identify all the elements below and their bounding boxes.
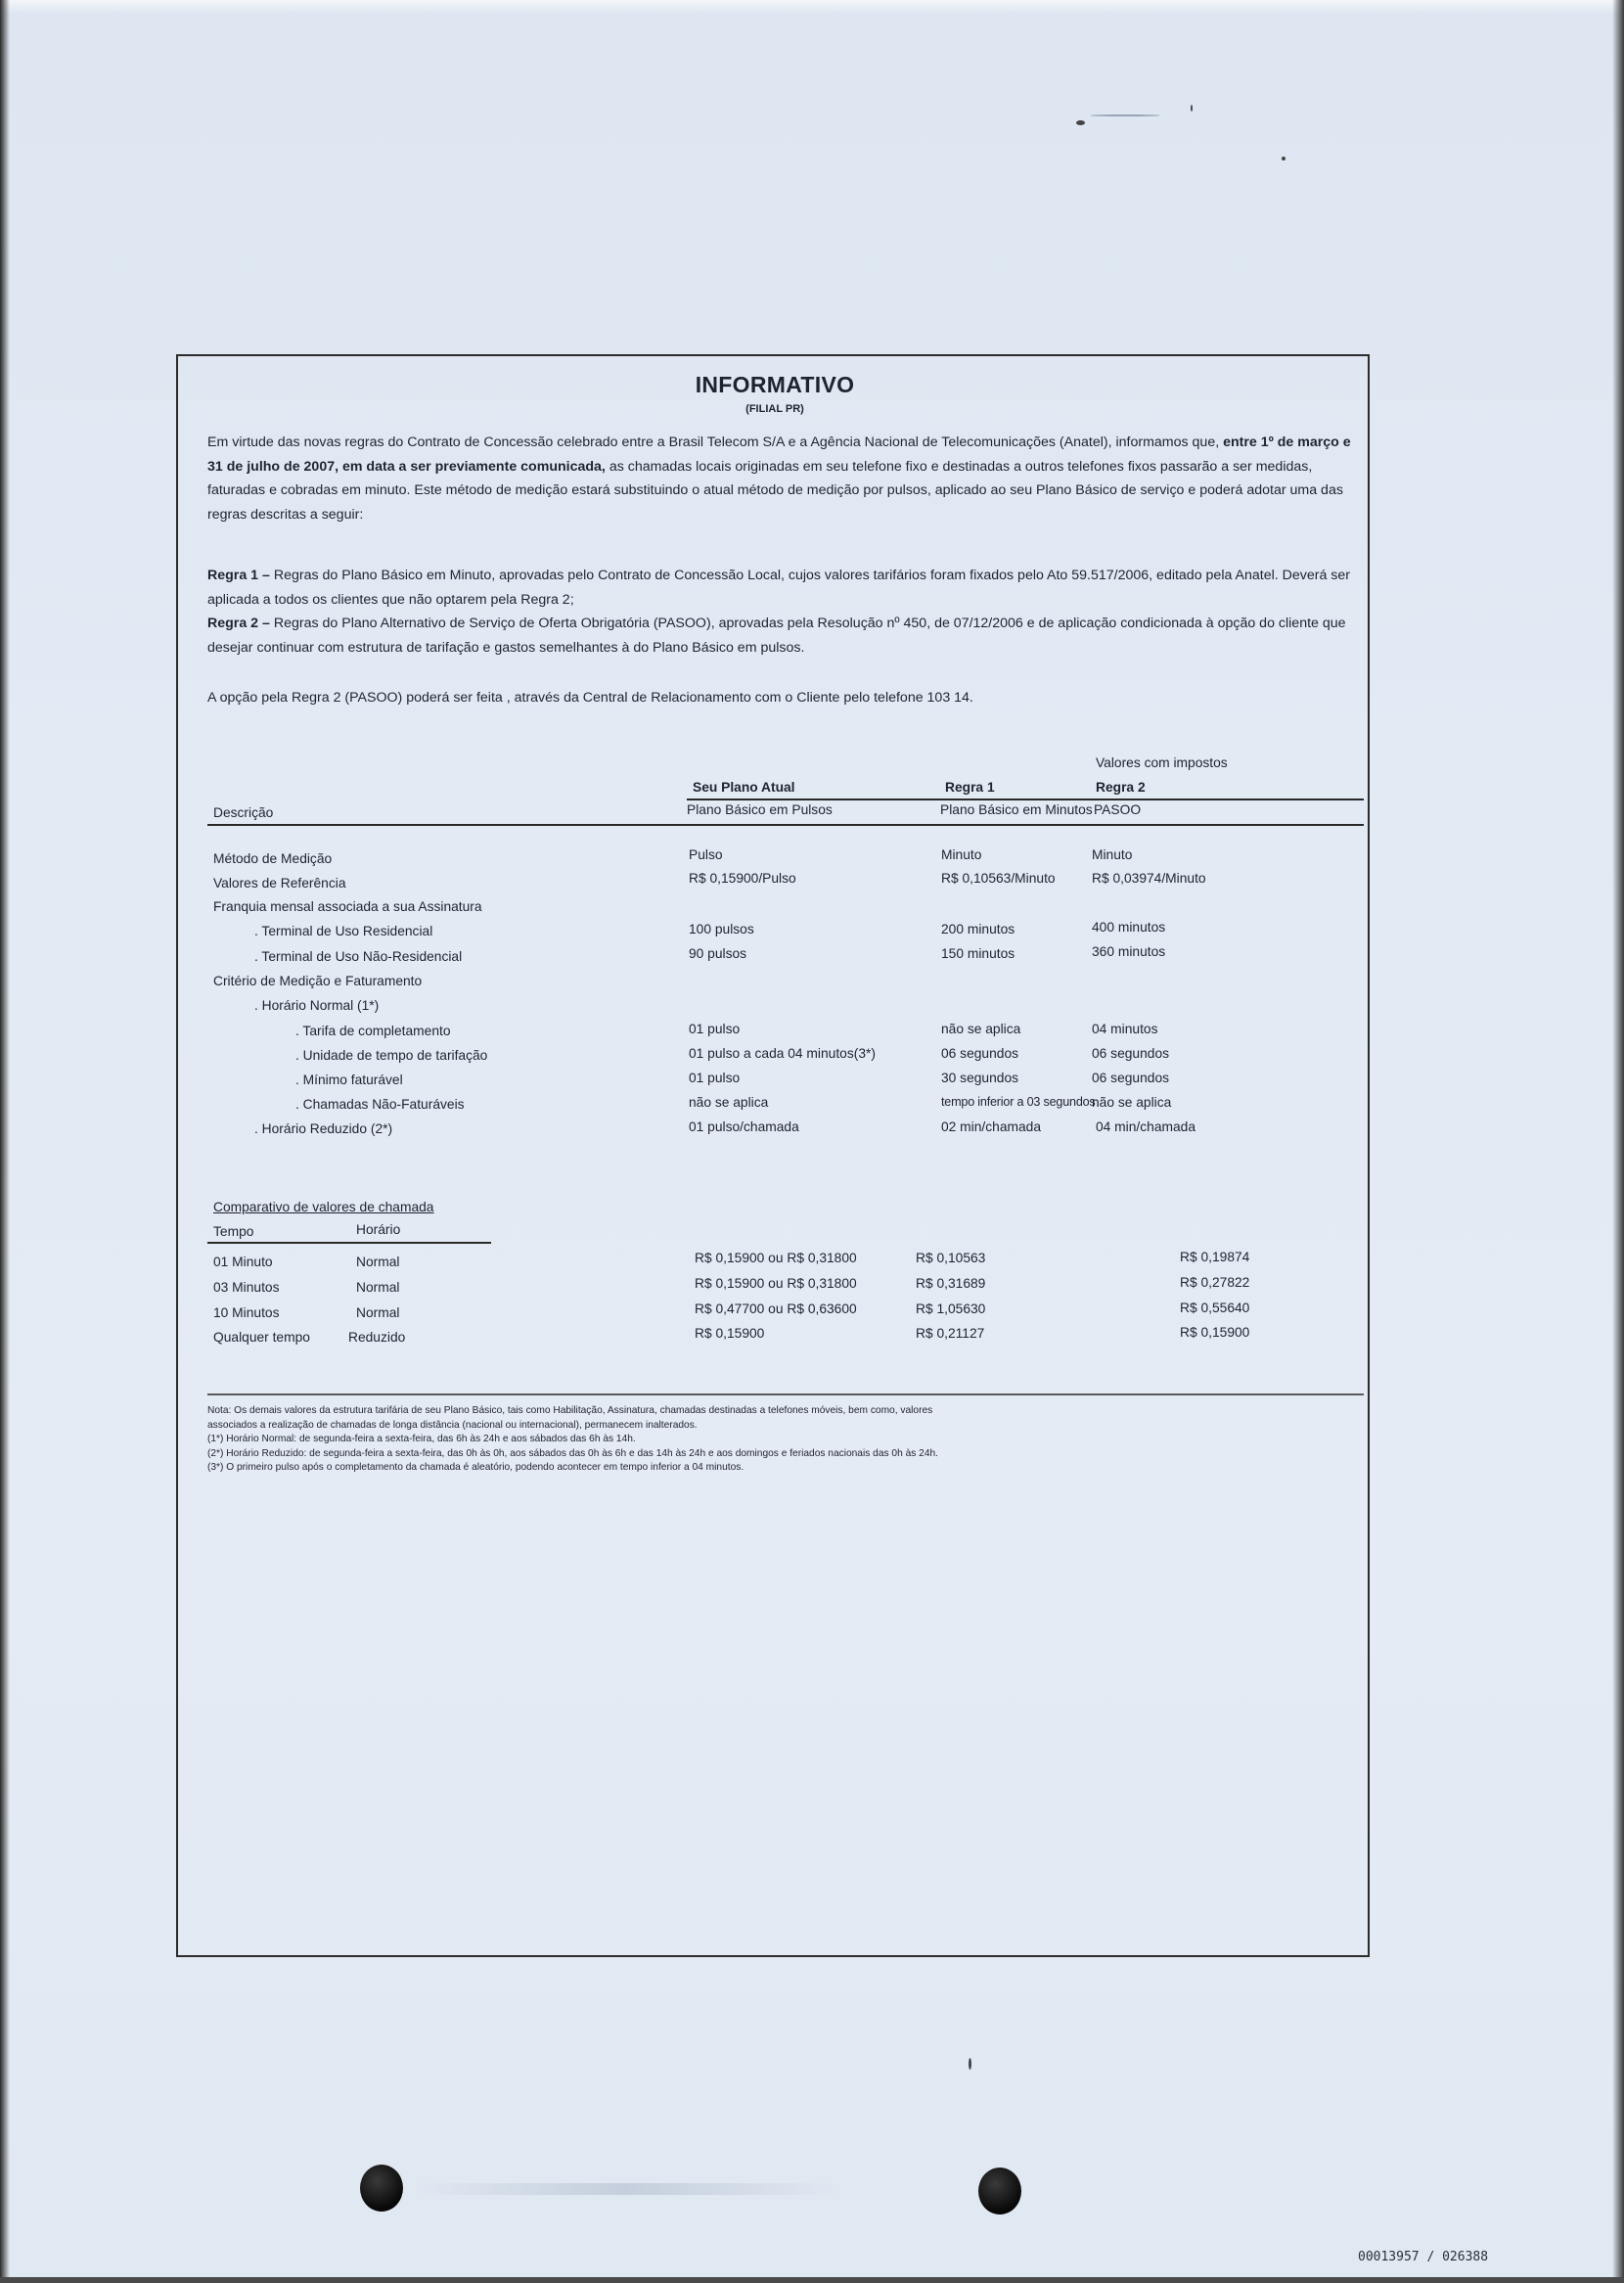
comparativo-col3: R$ 0,15900 [1180,1325,1250,1340]
row-col1: 01 pulso a cada 04 minutos(3*) [689,1046,876,1061]
comparativo-col1: R$ 0,15900 ou R$ 0,31800 [695,1276,857,1291]
subheader-col2: Plano Básico em Minutos [940,802,1093,817]
row-col2: Minuto [941,847,982,862]
row-label: Franquia mensal associada a sua Assinatura [213,899,482,914]
row-col1: R$ 0,15900/Pulso [689,871,796,886]
notes-rule [207,1393,1364,1395]
row-col2: 150 minutos [941,946,1015,961]
row-col1: 01 pulso/chamada [689,1119,799,1134]
comparativo-col2: R$ 0,21127 [916,1326,985,1341]
note-line: Nota: Os demais valores da estrutura tarifária de seu Plano Básico, tais como Habilitação, Assinatura, chamadas destinadas a telefones móveis, bem como, valores [207,1405,933,1416]
regra2-label: Regra 2 – [207,616,270,631]
comparativo-tempo: 03 Minutos [213,1280,280,1295]
row-col1: Pulso [689,847,723,862]
comparativo-horario: Reduzido [348,1330,406,1345]
row-label: Critério de Medição e Faturamento [213,974,423,988]
scan-speck [969,2058,971,2070]
comparativo-horario: Normal [356,1280,400,1295]
comparativo-tempo: 01 Minuto [213,1255,273,1269]
regra2-text: Regras do Plano Alternativo de Serviço de Oferta Obrigatória (PASOO), aprovadas pela Resolução nº 450, de 07/12/2006 e de aplicação condicionada à opção do cliente que desejar continuar com estrutura de tarifação e gastos semelhantes à do Plano Básico em pulsos. [207,616,1346,656]
note-line: associados a realização de chamadas de longa distância (nacional ou internacional), permanecem inalterados. [207,1419,698,1431]
comparativo-col3: R$ 0,27822 [1180,1275,1250,1290]
scan-speck [1076,120,1085,125]
subheader-col3: PASOO [1094,802,1142,817]
regra1-text: Regras do Plano Básico em Minuto, aprovadas pelo Contrato de Concessão Local, cujos valores tarifários foram fixados pelo Ato 59.517/2006, editado pela Anatel. Deverá ser aplicada a todos os clientes que não optarem pela Regra 2; [207,568,1351,608]
row-col1: 01 pulso [689,1071,741,1085]
regra2-item [207,612,1362,660]
row-col3: Minuto [1092,847,1133,862]
punch-hole-left [360,2165,403,2212]
comparativo-col2: R$ 1,05630 [916,1301,986,1316]
row-col2: 02 min/chamada [941,1119,1042,1134]
comparativo-col1: R$ 0,47700 ou R$ 0,63600 [695,1301,857,1316]
comparativo-title: Comparativo de valores de chamada [213,1200,434,1214]
row-label: . Chamadas Não-Faturáveis [295,1097,465,1112]
header-regra2: Regra 2 [1096,780,1146,795]
row-col2: não se aplica [941,1022,1021,1036]
regras-paragraph [207,564,1362,660]
punch-smear [411,2183,841,2195]
row-col3: não se aplica [1092,1095,1172,1110]
row-label: . Horário Reduzido (2*) [254,1121,393,1136]
subheader-col1: Plano Básico em Pulsos [687,802,833,817]
row-col3: 360 minutos [1092,944,1166,959]
comparativo-horario: Normal [356,1305,400,1320]
comparativo-col-tempo: Tempo [213,1224,254,1239]
comparativo-tempo: 10 Minutos [213,1305,280,1320]
comparativo-col1: R$ 0,15900 ou R$ 0,31800 [695,1251,857,1265]
row-col3: 400 minutos [1092,920,1166,935]
comparativo-col3: R$ 0,19874 [1180,1250,1250,1264]
intro-text-1: Em virtude das novas regras do Contrato de Concessão celebrado entre a Brasil Telecom S/A e a Agência Nacional de Telecomunicações (Anatel), informamos que, [207,434,1224,450]
comparativo-col2: R$ 0,10563 [916,1251,986,1265]
regra1-label: Regra 1 – [207,568,270,583]
row-col2: 30 segundos [941,1071,1019,1085]
row-col3: 04 min/chamada [1096,1119,1196,1134]
comparativo-tempo: Qualquer tempo [213,1330,310,1345]
scan-speck [1091,114,1159,116]
note-line: (2*) Horário Reduzido: de segunda-feira a sexta-feira, das 0h às 0h, aos sábados das 0h às 6h e das 14h às 24h e aos domingos e feriados nacionais das 0h às 24h. [207,1447,938,1459]
header-rule [687,799,1364,800]
row-label: Valores de Referência [213,876,346,890]
row-col2: 200 minutos [941,922,1015,936]
row-col3: 06 segundos [1092,1071,1170,1085]
scan-speck [1282,157,1286,160]
row-col2: R$ 0,10563/Minuto [941,871,1056,886]
document-number: 00013957 / 026388 [1358,2250,1489,2264]
note-line: (1*) Horário Normal: de segunda-feira a sexta-feira, das 6h às 24h e aos sábados das 6h às 14h. [207,1434,636,1444]
header-regra1: Regra 1 [945,780,995,795]
intro-text-2: as chamadas locais originadas em seu telefone fixo e destinadas a outros telefones fixos passarão a ser medidas, faturadas e cobradas em minuto. Este método de medição estará substituindo o atual método de medição por pulsos, aplicado ao seu Plano Básico de serviço e poderá adotar uma das regras descritas a seguir: [207,458,1343,523]
notes-block [207,1404,1362,1476]
taxes-note: Valores com impostos [1096,755,1228,770]
scan-bottom-edge [0,2277,1624,2283]
row-label: . Terminal de Uso Não-Residencial [254,949,463,964]
row-label: . Unidade de tempo de tarifação [295,1048,488,1063]
comparativo-col1: R$ 0,15900 [695,1326,765,1341]
row-col1: não se aplica [689,1095,769,1110]
subheader-descricao: Descrição [213,805,274,820]
row-col3: 06 segundos [1092,1046,1170,1061]
row-label: . Horário Normal (1*) [254,998,380,1013]
informativo-subtitle: (FILIAL PR) [745,403,804,415]
header-seu-plano: Seu Plano Atual [693,780,795,795]
note-line: (3*) O primeiro pulso após o completamento da chamada é aleatório, podendo acontecer em tempo inferior a 04 minutos. [207,1462,744,1473]
punch-hole-right [978,2168,1021,2215]
comparativo-col-horario: Horário [356,1222,401,1237]
row-col1: 01 pulso [689,1022,741,1036]
scan-right-edge [1612,0,1624,2283]
row-col1: 100 pulsos [689,922,754,936]
row-label: . Terminal de Uso Residencial [254,924,433,938]
row-label: Método de Medição [213,851,333,866]
regra1-item [207,564,1362,612]
scan-top-edge [0,0,1624,14]
opcao-paragraph: A opção pela Regra 2 (PASOO) poderá ser feita , através da Central de Relacionamento com o Cliente pelo telefone 103 14. [207,690,973,706]
scan-left-edge [0,0,10,2283]
comparativo-horario: Normal [356,1255,400,1269]
comparativo-col3: R$ 0,55640 [1180,1301,1250,1315]
scan-speck [1191,105,1193,112]
intro-bold-dates: entre 1º de março e 31 de julho de 2007, em data a ser previamente comunicada, [207,434,1351,475]
comparativo-col2: R$ 0,31689 [916,1276,986,1291]
row-label: . Mínimo faturável [295,1073,403,1087]
row-col3: R$ 0,03974/Minuto [1092,871,1206,886]
row-col1: 90 pulsos [689,946,747,961]
informativo-title: INFORMATIVO [695,372,855,397]
comparativo-header-rule [207,1242,491,1244]
row-label: . Tarifa de completamento [295,1024,451,1038]
subheader-rule [207,824,1364,826]
row-col2: 06 segundos [941,1046,1019,1061]
intro-paragraph [207,431,1362,526]
row-col2: tempo inferior a 03 segundos [941,1095,1096,1109]
informativo-box [176,354,1370,1957]
row-col3: 04 minutos [1092,1022,1158,1036]
